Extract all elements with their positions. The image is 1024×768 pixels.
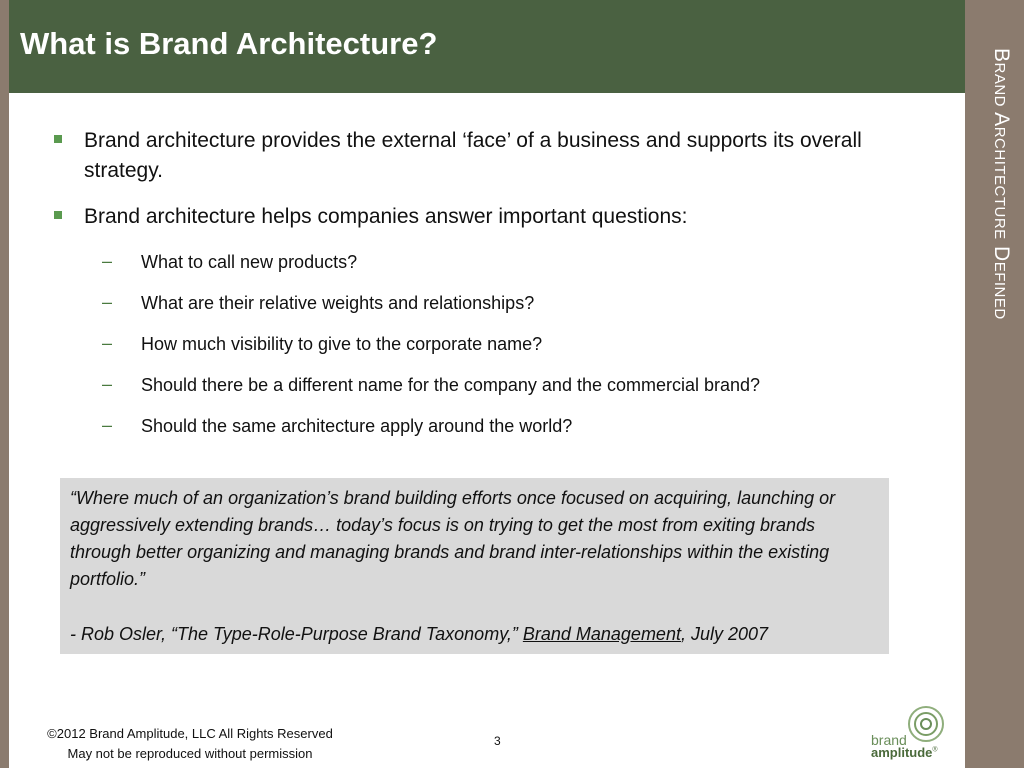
dash-bullet-icon: –: [102, 292, 113, 312]
bullet-text: Brand architecture provides the external ‘face’ of a business and supports its overall strategy.: [84, 129, 862, 182]
sub-bullet-text: What to call new products?: [141, 252, 358, 272]
bullet-item: [52, 126, 912, 186]
brand-amplitude-logo: [868, 704, 952, 760]
slide-title: What is Brand Architecture?: [20, 26, 438, 61]
sub-bullet-text: What are their relative weights and relationships?: [141, 293, 535, 313]
dash-bullet-icon: –: [102, 333, 113, 353]
quote-text: “Where much of an organization’s brand building efforts once focused on acquiring, launching or aggressively extending brands… today’s focus is on trying to get the most from exiting brands through better organizing and managing brands and brand inter-relationships within the existing portfolio.”: [70, 488, 836, 589]
square-bullet-icon: [54, 135, 62, 143]
attribution-source: Brand Management: [522, 624, 681, 644]
attribution-prefix: - Rob Osler, “The Type-Role-Purpose Brand Taxonomy,”: [70, 624, 523, 644]
dash-bullet-icon: –: [102, 374, 113, 394]
reproduction-notice: May not be reproduced without permission: [67, 746, 313, 761]
page-number: 3: [494, 734, 501, 748]
side-title-panel: [965, 0, 1024, 768]
copyright-text: ©2012 Brand Amplitude, LLC All Rights Reserved: [47, 726, 333, 741]
sub-bullet-item: [52, 414, 912, 438]
logo-word-amplitude: amplitude®: [871, 745, 938, 760]
sub-bullet-item: [52, 291, 912, 315]
sub-bullet-item: [52, 250, 912, 274]
sub-bullet-text: How much visibility to give to the corporate name?: [141, 334, 543, 354]
footer-copyright: [20, 724, 360, 764]
quote-attribution: [70, 621, 879, 648]
sub-bullet-text: Should there be a different name for the company and the commercial brand?: [141, 375, 761, 395]
bullet-item: [52, 202, 912, 232]
slide-content: [52, 126, 912, 455]
slide-header: [9, 0, 965, 93]
side-title: Brand Architecture Defined: [990, 48, 1013, 320]
sub-bullet-item: [52, 332, 912, 356]
quote-box: [60, 478, 889, 654]
square-bullet-icon: [54, 211, 62, 219]
dash-bullet-icon: –: [102, 415, 113, 435]
sub-bullet-item: [52, 373, 912, 397]
logo-word-brand: brand: [871, 732, 907, 748]
sub-bullet-text: Should the same architecture apply around the world?: [141, 416, 573, 436]
left-accent-bar: [0, 0, 9, 768]
attribution-suffix: , July 2007: [680, 624, 769, 644]
dash-bullet-icon: –: [102, 251, 113, 271]
bullet-text: Brand architecture helps companies answer important questions:: [84, 205, 688, 228]
